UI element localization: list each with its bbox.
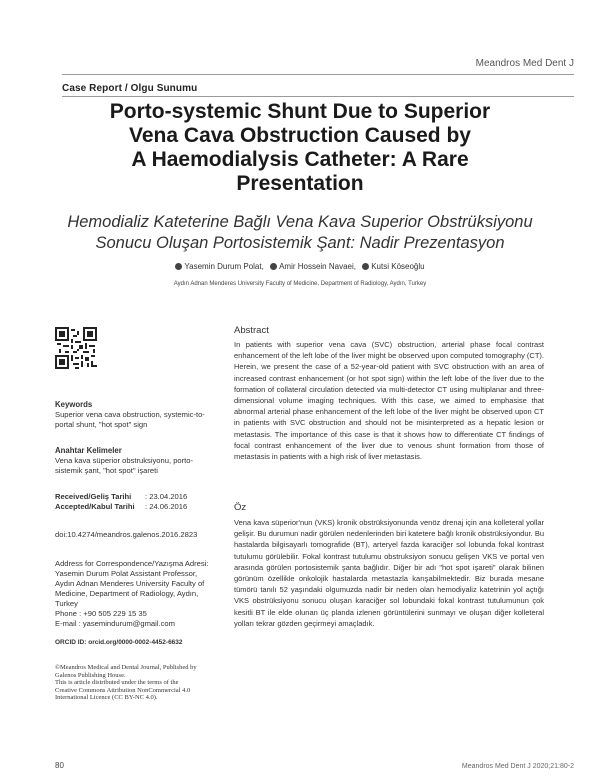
- correspondence-block: [55, 559, 220, 629]
- author-name: Yasemin Durum Polat,: [184, 262, 264, 271]
- affiliation: Aydın Adnan Menderes University Faculty of Medicine, Department of Radiology, Aydın, Turkey: [173, 281, 427, 287]
- correspondence-name: Yasemin Durum Polat Assistant Professor,: [55, 569, 198, 578]
- oz-text: Vena kava süperior'nun (VKS) kronik obstrüksiyonunda venöz drenaj için ana kolleteral yollar gelişir. Bu durumun nadir görülen nedenlerinden biri katetere bağlı kronik obstrüksiyondur. Bu hastalarda bilgisayarlı tomografide (BT), arteryel fazda karaciğer sol lobunda fokal kontrast tutulumu görülebilir. Fokal kontrast tutulumu obstruksiyon sonucu gelişen VKS ve portal ven arasında görülen portosistemik şanta bağlıdır. Diğer bir adı "hot spot işareti" olarak bilinen görünüm özellikle onkolojik hastalarda metastazla karışabilmektedir. Biz burada mesane tümörü tanılı 52 yaşındaki olgumuzda nadir bir neden olan hemodiyaliz katetrinin yol açtığı VKS obstrüksiyonu sonucu oluşan karaciğer sol lobundaki fokal kontrast tutulumunun çok kesitli BT ile elde olunan üç planda izlenen görüntülerini sunmayı ve oluşan diğer kolleteral yolları tekrar gözden geçirmeyi amaçladık.: [234, 518, 544, 628]
- correspondence-line: Medicine, Department of Radiology, Aydın,: [55, 589, 199, 598]
- copyright-block: [55, 664, 220, 702]
- copyright-line: Galenos Publishing House.: [55, 671, 126, 679]
- title-line: Presentation: [236, 172, 364, 195]
- page-number: 80: [55, 761, 64, 770]
- keywords-block: [55, 400, 220, 430]
- qr-code-icon: [55, 327, 97, 369]
- correspondence-phone: Phone : +90 505 229 15 35: [55, 609, 147, 618]
- author-name: Amir Hossein Navaei,: [279, 262, 356, 271]
- copyright-line: Creative Commons Attribution NonCommercial 4.0: [55, 686, 191, 694]
- citation: Meandros Med Dent J 2020;21:80-2: [461, 763, 574, 770]
- author-name: Kutsi Köseoğlu: [371, 262, 425, 271]
- keywords-text: Superior vena cava obstruction, systemic-to-portal shunt, "hot spot" sign: [55, 410, 205, 429]
- copyright-line: International Licence (CC BY-NC 4.0).: [55, 694, 158, 702]
- journal-name: Meandros Med Dent J: [475, 58, 574, 69]
- correspondence-line: Turkey: [55, 599, 78, 608]
- copyright-line: ©Meandros Medical and Dental Journal, Published by: [55, 664, 197, 671]
- orcid-icon[interactable]: [362, 263, 369, 270]
- oz-heading: Öz: [234, 502, 247, 513]
- anahtar-block: [55, 446, 220, 476]
- abstract-heading: Abstract: [234, 325, 269, 336]
- orcid-icon[interactable]: [270, 263, 277, 270]
- doi[interactable]: doi:10.4274/meandros.galenos.2016.2823: [55, 530, 198, 539]
- accepted-label: Accepted/Kabul Tarihi: [55, 502, 135, 511]
- orcid-id[interactable]: ORCID ID: orcid.org/0000-0002-4452-6632: [55, 639, 183, 646]
- title-line: Vena Cava Obstruction Caused by: [129, 124, 471, 147]
- correspondence-line: Aydın Adnan Menderes University Faculty of: [55, 579, 205, 588]
- title-tr-line: Hemodializ Kateterine Bağlı Vena Kava Superior Obstrüksiyonu: [67, 213, 533, 231]
- section-divider: [62, 96, 574, 97]
- title-line: A Haemodialysis Catheter: A Rare: [131, 148, 469, 171]
- received-date: : 23.04.2016: [145, 492, 188, 501]
- oz-section: [234, 502, 544, 629]
- abstract-text: In patients with superior vena cava (SVC) obstruction, arterial phase focal contrast enhancement of the left lobe of the liver might be observed upon computed tomography (CT). Herein, we present the case of a 52-year-old patient with SVC obstruction with an area of increased contrast enhancement (or hot spot sign) within the left lobe of the liver due to the formation of collateral circulation detected via multi-detector CT using multiplanar and three-dimensional volume imaging techniques. With this case, we aimed to emphasise that abnormal arterial phase enhancement of the left lobe of the liver might be observed upon CT in patients with SVC obstruction and should not be misinterpreted as a hepatic lesion or metastasis. The importance of this case is that it shows how to differentiate CT findings of focal contrast enhancement of the liver due to venous shunt formation from those of metastasis in patients with a high risk of liver metastasis.: [234, 340, 544, 462]
- abstract-section: [234, 325, 544, 462]
- dates-block: [55, 492, 220, 512]
- keywords-heading: Keywords: [55, 400, 93, 409]
- article-title-turkish: [40, 212, 560, 254]
- header-divider: [62, 74, 574, 75]
- anahtar-heading: Anahtar Kelimeler: [55, 446, 122, 455]
- article-type: Case Report / Olgu Sunumu: [62, 83, 198, 94]
- correspondence-heading: Address for Correspondence/Yazışma Adresi:: [55, 559, 209, 568]
- correspondence-email[interactable]: E-mail : yasemindurum@gmail.com: [55, 619, 175, 628]
- title-line: Porto-systemic Shunt Due to Superior: [109, 100, 491, 123]
- article-title: [40, 100, 560, 196]
- orcid-icon[interactable]: [175, 263, 182, 270]
- anahtar-text: Vena kava süperior obstruksiyonu, porto-sistemik şant, "hot spot" işareti: [55, 456, 194, 475]
- copyright-line: This is article distributed under the terms of the: [55, 679, 179, 687]
- accepted-date: : 24.06.2016: [145, 502, 188, 511]
- title-tr-line: Sonucu Oluşan Portosistemik Şant: Nadir Prezentasyon: [95, 234, 505, 252]
- received-label: Received/Geliş Tarihi: [55, 492, 132, 501]
- author-list: [60, 262, 540, 271]
